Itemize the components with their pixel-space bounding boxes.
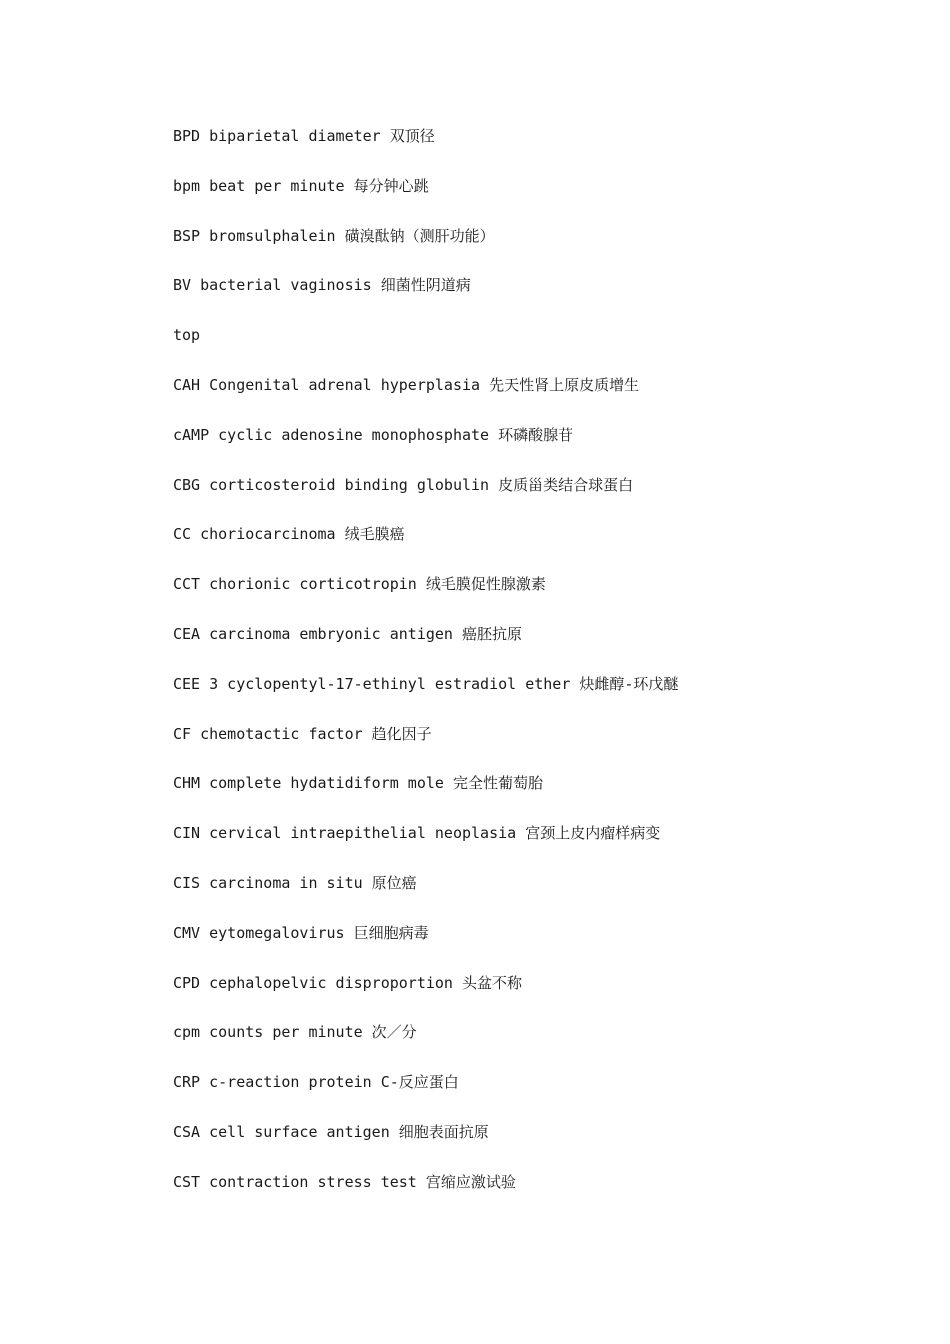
entry-camp: cAMP cyclic adenosine monophosphate 环磷酸腺苷 <box>173 425 574 444</box>
entry-cin: CIN cervical intraepithelial neoplasia 宫颈上皮内瘤样病变 <box>173 824 661 843</box>
entry-cc: CC choriocarcinoma 绒毛膜癌 <box>173 525 405 544</box>
entry-cmv: CMV eytomegalovirus 巨细胞病毒 <box>173 923 429 942</box>
entry-cf: CF chemotactic factor 趋化因子 <box>173 724 432 743</box>
entry-cpd: CPD cephalopelvic disproportion 头盆不称 <box>173 973 522 992</box>
entry-crp: CRP c-reaction protein C-反应蛋白 <box>173 1073 459 1092</box>
entry-cea: CEA carcinoma embryonic antigen 癌胚抗原 <box>173 624 522 643</box>
entry-bv: BV bacterial vaginosis 细菌性阴道病 <box>173 276 471 295</box>
entry-bpm: bpm beat per minute 每分钟心跳 <box>173 176 429 195</box>
entry-cpm: cpm counts per minute 次／分 <box>173 1023 417 1042</box>
entry-bsp: BSP bromsulphalein 磺溴酞钠（测肝功能） <box>173 226 495 245</box>
entry-chm: CHM complete hydatidiform mole 完全性葡萄胎 <box>173 774 543 793</box>
entry-cee: CEE 3 cyclopentyl-17-ethinyl estradiol ether 炔雌醇-环戊醚 <box>173 674 679 693</box>
entry-cah: CAH Congenital adrenal hyperplasia 先天性肾上原皮质增生 <box>173 375 640 394</box>
entry-bpd: BPD biparietal diameter 双顶径 <box>173 127 435 145</box>
entry-cct: CCT chorionic corticotropin 绒毛膜促性腺激素 <box>173 575 546 594</box>
entry-cst: CST contraction stress test 宫缩应激试验 <box>173 1172 516 1191</box>
abbreviation-list <box>173 124 913 1220</box>
entry-cis: CIS carcinoma in situ 原位癌 <box>173 873 417 892</box>
top-marker: top <box>173 326 201 345</box>
entry-csa: CSA cell surface antigen 细胞表面抗原 <box>173 1122 489 1141</box>
entry-cbg: CBG corticosteroid binding globulin 皮质甾类结合球蛋白 <box>173 475 634 494</box>
